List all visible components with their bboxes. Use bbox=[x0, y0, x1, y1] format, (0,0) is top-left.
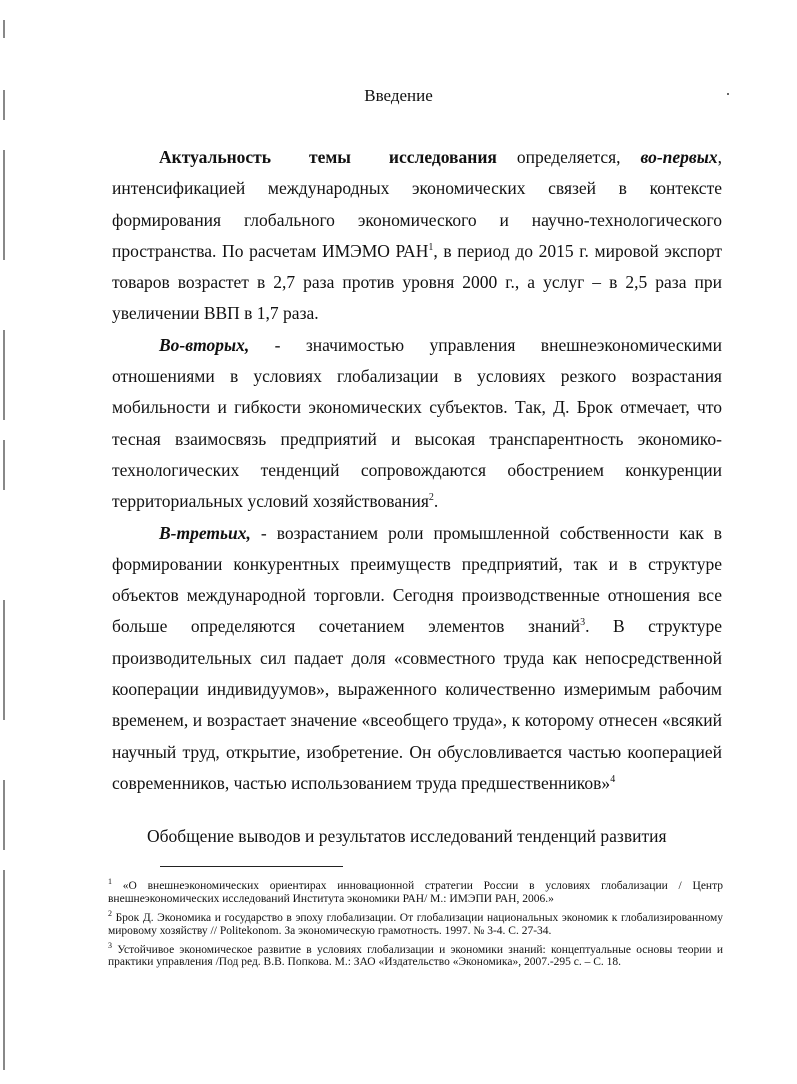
footnote-divider bbox=[160, 866, 343, 867]
footnote-text: Устойчивое экономическое развитие в условиях глобализации и экономики знаний: концептуальные основы теории и практики управления /Под ред. В.В. Попкова. М.: ЗАО «Издательство «Экономика», 2007.-295 с. – С. 18. bbox=[108, 943, 723, 969]
paragraph-second bbox=[112, 330, 722, 518]
footnote-number: 2 bbox=[108, 908, 112, 918]
footnote-ref-2[interactable]: 2 bbox=[428, 492, 434, 504]
footnote-number: 3 bbox=[108, 940, 112, 950]
footnote-2 bbox=[108, 907, 723, 938]
footnotes bbox=[108, 875, 723, 970]
paragraph-lead: Актуальность темы исследования bbox=[159, 147, 497, 167]
footnote-text: «О внешнеэкономических ориентирах инновационной стратегии России в условиях глобализации / Центр внешнеэкономических исследований Института экономики РАН/ М.: ИМЭПИ РАН, 2006.» bbox=[108, 879, 723, 905]
paragraph-text: . bbox=[433, 491, 439, 512]
footnote-ref-3[interactable]: 3 bbox=[580, 617, 586, 629]
paragraph-text: , интенсификацией международных экономических связей в контексте формирования глобального экономического и научно-технологического пространства. По расчетам ИМЭМО РАН bbox=[112, 147, 722, 261]
paragraph-text: - значимостью управления внешнеэкономическими отношениями в условиях глобализации в условиях резкого возрастания мобильности и гибкости экономических субъектов. Так, Д. Брок отмечает, что тесная взаимосвязь предприятий и высокая транспарентность экономико-технологических тенденций сопровождаются обострением конкуренции территориальных условий хозяйствования bbox=[112, 334, 722, 512]
footnote-text: Брок Д. Экономика и государство в эпоху глобализации. От глобализации национальных экономик к глобализированному мировому хозяйству // Politekonom. За экономическую грамотность. 1997. № 3-4. С. 27-34. bbox=[108, 911, 723, 937]
paragraph-text: определяется, bbox=[496, 147, 641, 167]
emphasis-second: Во-вторых, bbox=[159, 334, 250, 355]
footnote-1 bbox=[108, 875, 723, 906]
paragraph-text: - возрастанием роли промышленной собственности как в формировании конкурентных преимуществ предприятий, так и в структуре объектов международной торговли. Сегодня производственные отношения все больше определяются сочетанием элементов знаний bbox=[112, 522, 722, 637]
paragraph-third bbox=[112, 518, 722, 800]
footnote-ref-4[interactable]: 4 bbox=[610, 774, 616, 786]
paragraph-summary: Обобщение выводов и результатов исследований тенденций развития bbox=[147, 826, 667, 846]
body-text bbox=[112, 142, 722, 799]
footnote-3 bbox=[108, 939, 723, 970]
paragraph-text: . В структуре производительных сил падает доля «совместного труда как непосредственной кооперации индивидуумов», выраженного количественно измеримым рабочим временем, и возрастает значение «всеобщего труда», к которому отнесен «всякий научный труд, открытие, изобретение. Он обусловливается частью кооперацией современников, частью использованием труда предшественников» bbox=[112, 616, 723, 793]
footnote-ref-1[interactable]: 1 bbox=[428, 242, 434, 254]
footnote-number: 1 bbox=[108, 877, 112, 886]
emphasis-third: В-третьих, bbox=[159, 522, 251, 543]
paragraph-relevance bbox=[112, 142, 722, 330]
scan-edge-marks bbox=[0, 0, 14, 1084]
page-title: Введение bbox=[364, 86, 433, 105]
emphasis-first: во-первых bbox=[640, 147, 718, 167]
paragraph-text: , в период до 2015 г. мировой экспорт товаров возрастет в 2,7 раза против уровня 2000 г., а услуг – в 2,5 раза при увеличении ВВП в 1,7 раза. bbox=[112, 240, 723, 324]
